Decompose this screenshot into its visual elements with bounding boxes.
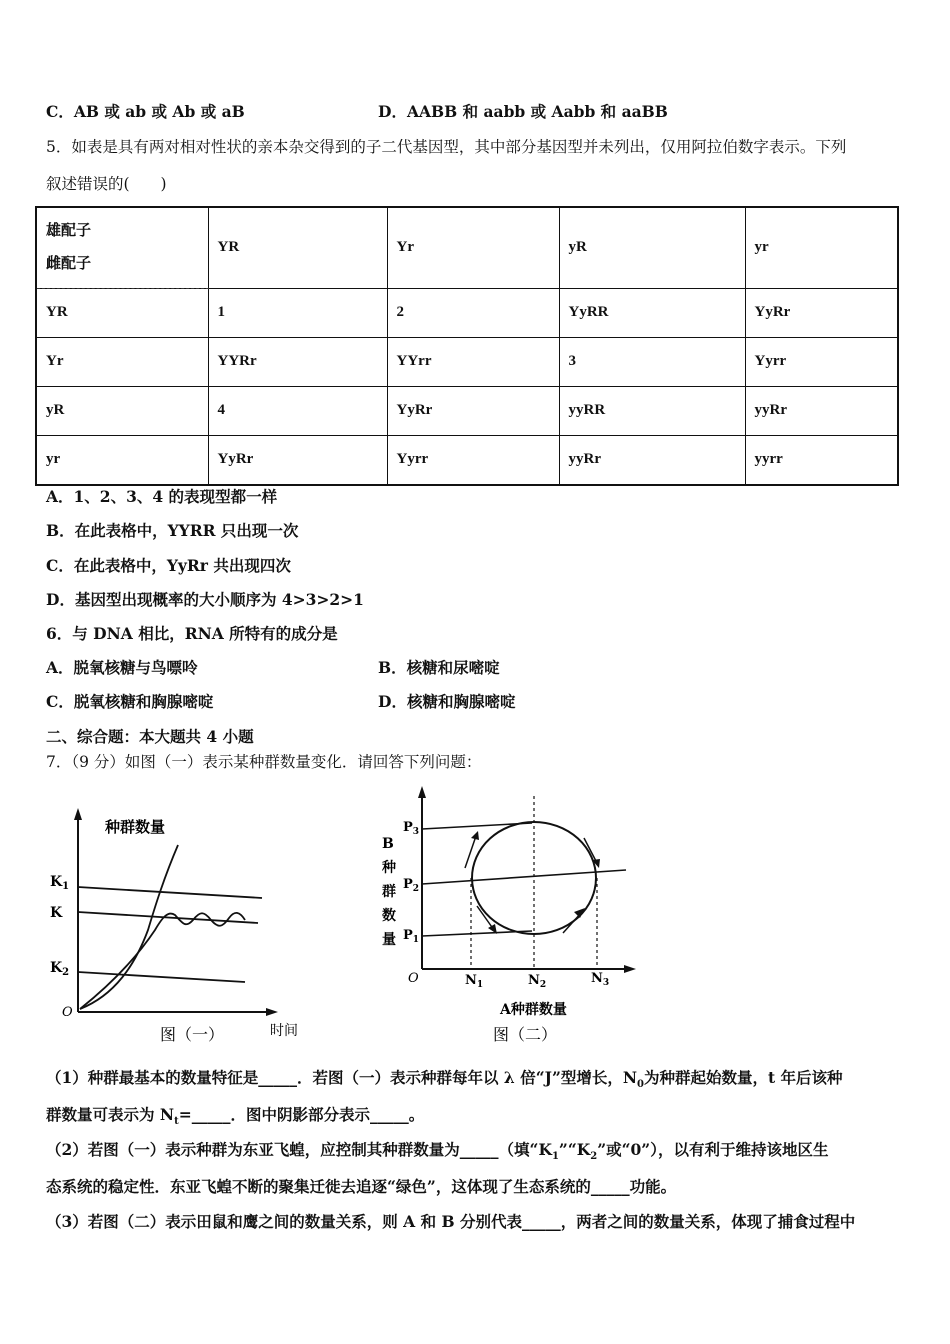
- n2-letter: N: [528, 973, 540, 988]
- fig1-ylabel: 种群数量: [105, 818, 166, 836]
- male-gamete-label: 雄配子: [46, 222, 92, 239]
- row-header: yR: [36, 386, 208, 435]
- q7-part2-line1: [46, 1140, 828, 1167]
- x-axis-arrow-icon: [624, 965, 636, 973]
- table-cell: YyRr: [208, 435, 387, 485]
- fig2-caption: 图（二）: [493, 1025, 558, 1044]
- k2-subscript-text: 2: [590, 1151, 598, 1163]
- p1-letter: P: [403, 928, 413, 943]
- q7-p2-text-c: ”或“0”），以有利于维持该地区生: [597, 1140, 829, 1159]
- k2-line: [78, 972, 245, 982]
- female-gamete-label: 雌配子: [46, 255, 92, 272]
- table-cell: YyRR: [559, 288, 745, 337]
- table-cell: YyRr: [745, 288, 898, 337]
- fig2-ylabel-char: 量: [382, 932, 396, 948]
- k1-label: [50, 874, 69, 892]
- q5-option-a: A．1、2、3、4 的表现型都一样: [46, 487, 278, 506]
- n0-subscript: 0: [637, 1079, 644, 1091]
- table-cell: Yyrr: [387, 435, 559, 485]
- q5-option-b: B．在此表格中，YYRR 只出现一次: [46, 521, 299, 540]
- y-axis-arrow-icon: [74, 808, 82, 820]
- p2-subscript: 2: [412, 884, 420, 894]
- fig2-xlabel: A种群数量: [500, 1002, 567, 1018]
- q5-option-d: D．基因型出现概率的大小顺序为 4>3>2>1: [46, 590, 364, 609]
- figure-2: [370, 778, 660, 1053]
- p3-subscript: 3: [412, 827, 420, 837]
- q6-stem: 6．与 DNA 相比，RNA 所特有的成分是: [46, 624, 338, 643]
- q7-part3-line1: （3）若图（二）表示田鼠和鹰之间的数量关系，则 A 和 B 分别代表_____，两者之间的数量关系，体现了捕食过程中: [46, 1212, 856, 1231]
- q7-p1-text-d: =_____．图中阴影部分表示_____。: [178, 1105, 425, 1124]
- fig2-ylabel-char: 数: [382, 908, 396, 924]
- fig2-origin: O: [408, 971, 419, 986]
- k2-letter: K: [50, 960, 63, 976]
- k2-subscript: 2: [62, 967, 70, 978]
- row-header: YR: [36, 288, 208, 337]
- n3-label: [591, 971, 609, 988]
- k1-line: [78, 887, 262, 898]
- option-c-prev: C．AB 或 ab 或 Ab 或 aB: [46, 102, 245, 121]
- q5-stem-line2: 叙述错误的( ): [46, 175, 167, 193]
- nt-subscript: t: [174, 1116, 179, 1128]
- arrow-upright: [584, 838, 597, 863]
- k2-label: [50, 960, 69, 978]
- col-header: Yr: [387, 207, 559, 288]
- table-row: [36, 435, 898, 485]
- q7-part1-line1: [46, 1068, 843, 1095]
- row-header: Yr: [36, 337, 208, 386]
- p1-subscript: 1: [412, 935, 420, 945]
- q6-option-b: B．核糖和尿嘧啶: [378, 658, 500, 677]
- table-row: [36, 288, 898, 337]
- k-label: K: [50, 905, 63, 921]
- q7-p1-text-a: （1）种群最基本的数量特征是_____．若图（一）表示种群每年以 λ 倍“J”型增长，N: [46, 1068, 638, 1087]
- table-row: [36, 386, 898, 435]
- col-header: YR: [208, 207, 387, 288]
- col-header: yR: [559, 207, 745, 288]
- fig1-xlabel: 时间: [270, 1023, 298, 1039]
- row-header: yr: [36, 435, 208, 485]
- table-header-row: [36, 207, 898, 288]
- genotype-table: [35, 206, 899, 486]
- p2-letter: P: [403, 877, 413, 892]
- table-row: [36, 337, 898, 386]
- q5-option-c: C．在此表格中，YyRr 共出现四次: [46, 556, 291, 575]
- q6-option-a: A．脱氧核糖与鸟嘌呤: [46, 658, 198, 677]
- k1-letter: K: [50, 874, 63, 890]
- q7-p1-text-b: 为种群起始数量，t 年后该种: [644, 1068, 843, 1087]
- fig2-ylabel-char: 种: [382, 860, 396, 876]
- j-curve: [80, 845, 178, 1009]
- p3-letter: P: [403, 820, 413, 835]
- q7-stem: 7．（9 分）如图（一）表示某种群数量变化．请回答下列问题：: [46, 753, 482, 771]
- q6-option-c: C．脱氧核糖和胸腺嘧啶: [46, 692, 214, 711]
- table-cell: 1: [208, 288, 387, 337]
- n3-letter: N: [591, 971, 603, 986]
- table-cell: YYrr: [387, 337, 559, 386]
- q6-option-d: D．核糖和胸腺嘧啶: [378, 692, 516, 711]
- table-cell: yyRr: [745, 386, 898, 435]
- table-cell: 3: [559, 337, 745, 386]
- q5-stem-line1: 5．如表是具有两对相对性状的亲本杂交得到的子二代基因型，其中部分基因型并未列出，仅用阿拉伯数字表示。下列: [46, 138, 847, 156]
- k1-subscript: 1: [62, 881, 70, 892]
- table-cell: YyRr: [387, 386, 559, 435]
- gamete-header-cell: [36, 207, 208, 288]
- table-cell: Yyrr: [745, 337, 898, 386]
- q7-part2-line2: 态系统的稳定性．东亚飞蝗不断的聚集迁徙去追逐“绿色”，这体现了生态系统的_____功能。: [46, 1177, 677, 1196]
- section-heading: 二、综合题：本大题共 4 小题: [46, 727, 254, 746]
- n2-label: [528, 973, 546, 990]
- arrow-head-icon: [471, 831, 479, 840]
- table-cell: yyRR: [559, 386, 745, 435]
- q7-p1-text-c: 群数量可表示为 N: [46, 1105, 175, 1124]
- table-cell: yyrr: [745, 435, 898, 485]
- n2-subscript: 2: [539, 980, 547, 990]
- y-axis-arrow-icon: [418, 786, 426, 798]
- fig1-origin: O: [62, 1005, 73, 1020]
- fig1-caption: 图（一）: [160, 1025, 225, 1044]
- x-axis-arrow-icon: [266, 1008, 278, 1016]
- table-cell: 2: [387, 288, 559, 337]
- q7-p2-text-a: （2）若图（一）表示种群为东亚飞蝗，应控制其种群数量为_____（填“K: [46, 1140, 552, 1159]
- n1-subscript: 1: [476, 980, 484, 990]
- figure-1: [40, 790, 320, 1050]
- header-divider: [37, 288, 209, 289]
- q7-p2-text-b: ”“K: [558, 1140, 591, 1159]
- fig2-ylabel-char: B: [382, 836, 394, 852]
- q7-part1-line2: [46, 1105, 424, 1132]
- table-cell: YYRr: [208, 337, 387, 386]
- table-cell: 4: [208, 386, 387, 435]
- k1-subscript-text: 1: [551, 1151, 559, 1163]
- n1-label: [465, 973, 483, 990]
- fig2-ylabel-char: 群: [382, 884, 396, 900]
- table-cell: yyRr: [559, 435, 745, 485]
- p3-label: [403, 820, 419, 837]
- n1-letter: N: [465, 973, 477, 988]
- p2-label: [403, 877, 419, 894]
- col-header: yr: [745, 207, 898, 288]
- p1-label: [403, 928, 419, 945]
- fig2-ylabel: [381, 836, 396, 948]
- n3-subscript: 3: [602, 978, 610, 988]
- option-d-prev: D．AABB 和 aabb 或 Aabb 和 aaBB: [378, 102, 668, 121]
